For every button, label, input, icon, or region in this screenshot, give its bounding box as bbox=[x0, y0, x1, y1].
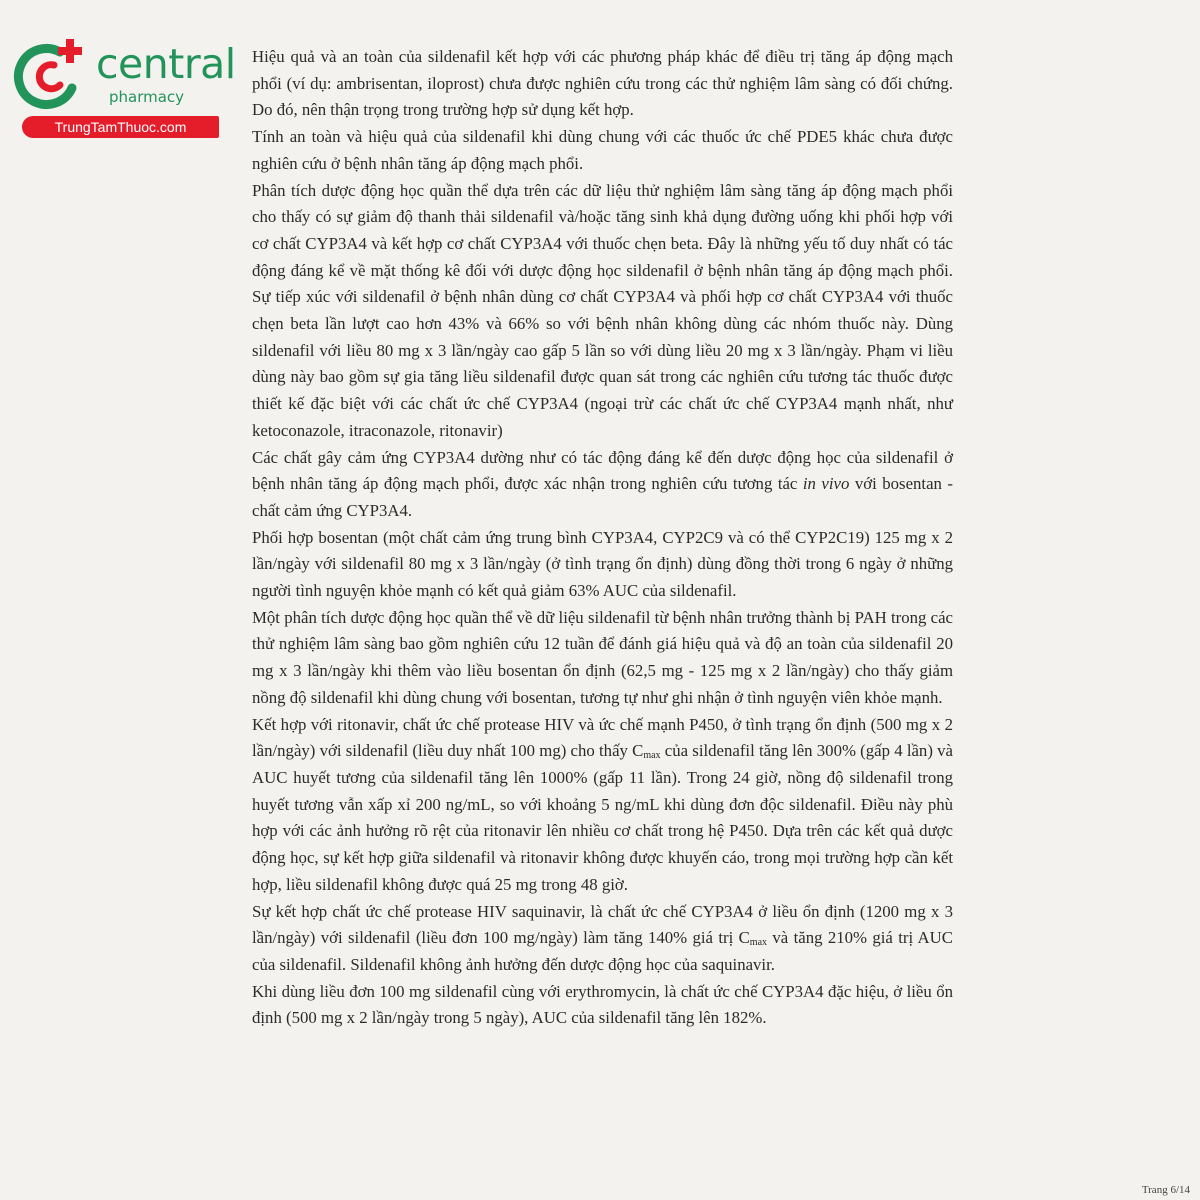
pharmacy-logo[interactable] bbox=[10, 34, 236, 139]
paragraph bbox=[252, 124, 953, 177]
document-body bbox=[252, 44, 953, 1032]
paragraph bbox=[252, 44, 953, 124]
paragraph-text: Khi dùng liều đơn 100 mg sildenafil cùng với erythromycin, là chất ức chế CYP3A4 đặc hiệu, ở liều ổn định (500 mg x 2 lần/ngày trong 5 ngày), AUC của sildenafil tăng lên 182%. bbox=[252, 981, 953, 1028]
page-number: Trang 6/14 bbox=[1141, 1184, 1190, 1196]
paragraph-text: in vivo bbox=[802, 474, 850, 494]
paragraph-text: của sildenafil tăng lên 300% (gấp 4 lần) và AUC huyết tương của sildenafil tăng lên 1000% (gấp 11 lần). Trong 24 giờ, nồng độ sildenafil trong huyết tương vẫn xấp xỉ 200 ng/mL, so với khoảng 5 ng/mL khi dùng đơn độc sildenafil. Điều này phù hợp với các ảnh hưởng rõ rệt của ritonavir lên nhiều cơ chất trong hệ P450. Dựa trên các kết quả dược động học, sự kết hợp giữa sildenafil và ritonavir không được khuyến cáo, trong mọi trường hợp cần kết hợp, liều sildenafil không được quá 25 mg trong 48 giờ. bbox=[252, 741, 953, 894]
paragraph-text: Tính an toàn và hiệu quả của sildenafil khi dùng chung với các thuốc ức chế PDE5 khác chưa được nghiên cứu ở bệnh nhân tăng áp động mạch phổi. bbox=[252, 127, 953, 173]
paragraph-text: Phân tích dược động học quần thể dựa trên các dữ liệu thử nghiệm lâm sàng tăng áp động mạch phổi cho thấy có sự giảm độ thanh thải sildenafil và/hoặc tăng sinh khả dụng đường uống khi phối hợp với cơ chất CYP3A4 và kết hợp cơ chất CYP3A4 với thuốc chẹn beta. Đây là những yếu tố duy nhất có tác động đáng kể về mặt thống kê đối với dược động học sildenafil ở bệnh nhân tăng áp động mạch phổi. Sự tiếp xúc với sildenafil ở bệnh nhân dùng cơ chất CYP3A4 và phối hợp cơ chất CYP3A4 với thuốc chẹn beta lần lượt cao hơn 43% và 66% so với bệnh nhân không dùng các nhóm thuốc này. Dùng sildenafil với liều 80 mg x 3 lần/ngày cao gấp 5 lần so với dùng liều 20 mg x 3 lần/ngày. Phạm vi liều dùng này bao gồm sự gia tăng liều sildenafil được quan sát trong các nghiên cứu tương tác thuốc được thiết kế đặc biệt với các chất ức chế CYP3A4 (ngoại trừ các chất ức chế CYP3A4 mạnh nhất, như ketoconazole, itraconazole, ritonavir) bbox=[252, 180, 953, 440]
paragraph bbox=[252, 445, 953, 525]
paragraph bbox=[252, 605, 953, 712]
paragraph-text: Hiệu quả và an toàn của sildenafil kết hợp với các phương pháp khác để điều trị tăng áp động mạch phổi (ví dụ: ambrisentan, iloprost) chưa được nghiên cứu trong các thử nghiệm lâm sàng có đối chứng. Do đó, nên thận trọng trong trường hợp sử dụng kết hợp. bbox=[252, 47, 953, 120]
paragraph bbox=[252, 899, 953, 979]
logo-brand-name: central bbox=[96, 40, 236, 88]
paragraph-text: Phối hợp bosentan (một chất cảm ứng trung bình CYP3A4, CYP2C9 và có thể CYP2C19) 125 mg x 2 lần/ngày với sildenafil 80 mg x 3 lần/ngày (ở tình trạng ổn định) dùng đồng thời trong 6 ngày ở những người tình nguyện khỏe mạnh có kết quả giảm 63% AUC của sildenafil. bbox=[252, 527, 953, 601]
logo-subtitle: pharmacy bbox=[109, 88, 185, 106]
paragraph bbox=[252, 178, 953, 445]
paragraph-text: Kết hợp với ritonavir, chất ức chế protease HIV và ức chế mạnh P450, ở tình trạng ổn định (500 mg x 2 lần/ngày) với sildenafil (liều duy nhất 100 mg) cho thấy C bbox=[252, 714, 953, 761]
central-pharmacy-logo-icon bbox=[10, 34, 90, 114]
paragraph-text: Một phân tích dược động học quần thể về dữ liệu sildenafil từ bệnh nhân trưởng thành bị PAH trong các thử nghiệm lâm sàng bao gồm nghiên cứu 12 tuần để đánh giá hiệu quả và độ an toàn của sildenafil 20 mg x 3 lần/ngày khi thêm vào liều bosentan ổn định (62,5 mg - 125 mg x 2 lần/ngày) cho thấy giảm nồng độ sildenafil khi dùng chung với bosentan, tương tự như ghi nhận ở tình nguyện viên khỏe mạnh. bbox=[252, 607, 953, 707]
paragraph-text: Các chất gây cảm ứng CYP3A4 dường như có tác động đáng kể đến dược động học của sildenafil ở bệnh nhân tăng áp động mạch phổi, được xác nhận trong nghiên cứu tương tác bbox=[252, 447, 953, 494]
paragraph-text: Sự kết hợp chất ức chế protease HIV saquinavir, là chất ức chế CYP3A4 ở liều ổn định (1200 mg x 3 lần/ngày) với sildenafil (liều đơn 100 mg/ngày) làm tăng 140% giá trị C bbox=[252, 901, 953, 948]
paragraph bbox=[252, 712, 953, 899]
paragraph bbox=[252, 525, 953, 605]
paragraph-text: với bosentan - chất cảm ứng CYP3A4. bbox=[252, 474, 953, 520]
paragraph-text: max bbox=[749, 937, 768, 949]
logo-website-url[interactable]: TrungTamThuoc.com bbox=[22, 116, 219, 138]
paragraph-text: và tăng 210% giá trị AUC của sildenafil. Sildenafil không ảnh hưởng đến dược động học của saquinavir. bbox=[252, 928, 953, 974]
paragraph bbox=[252, 979, 953, 1032]
paragraph-text: max bbox=[643, 750, 661, 762]
